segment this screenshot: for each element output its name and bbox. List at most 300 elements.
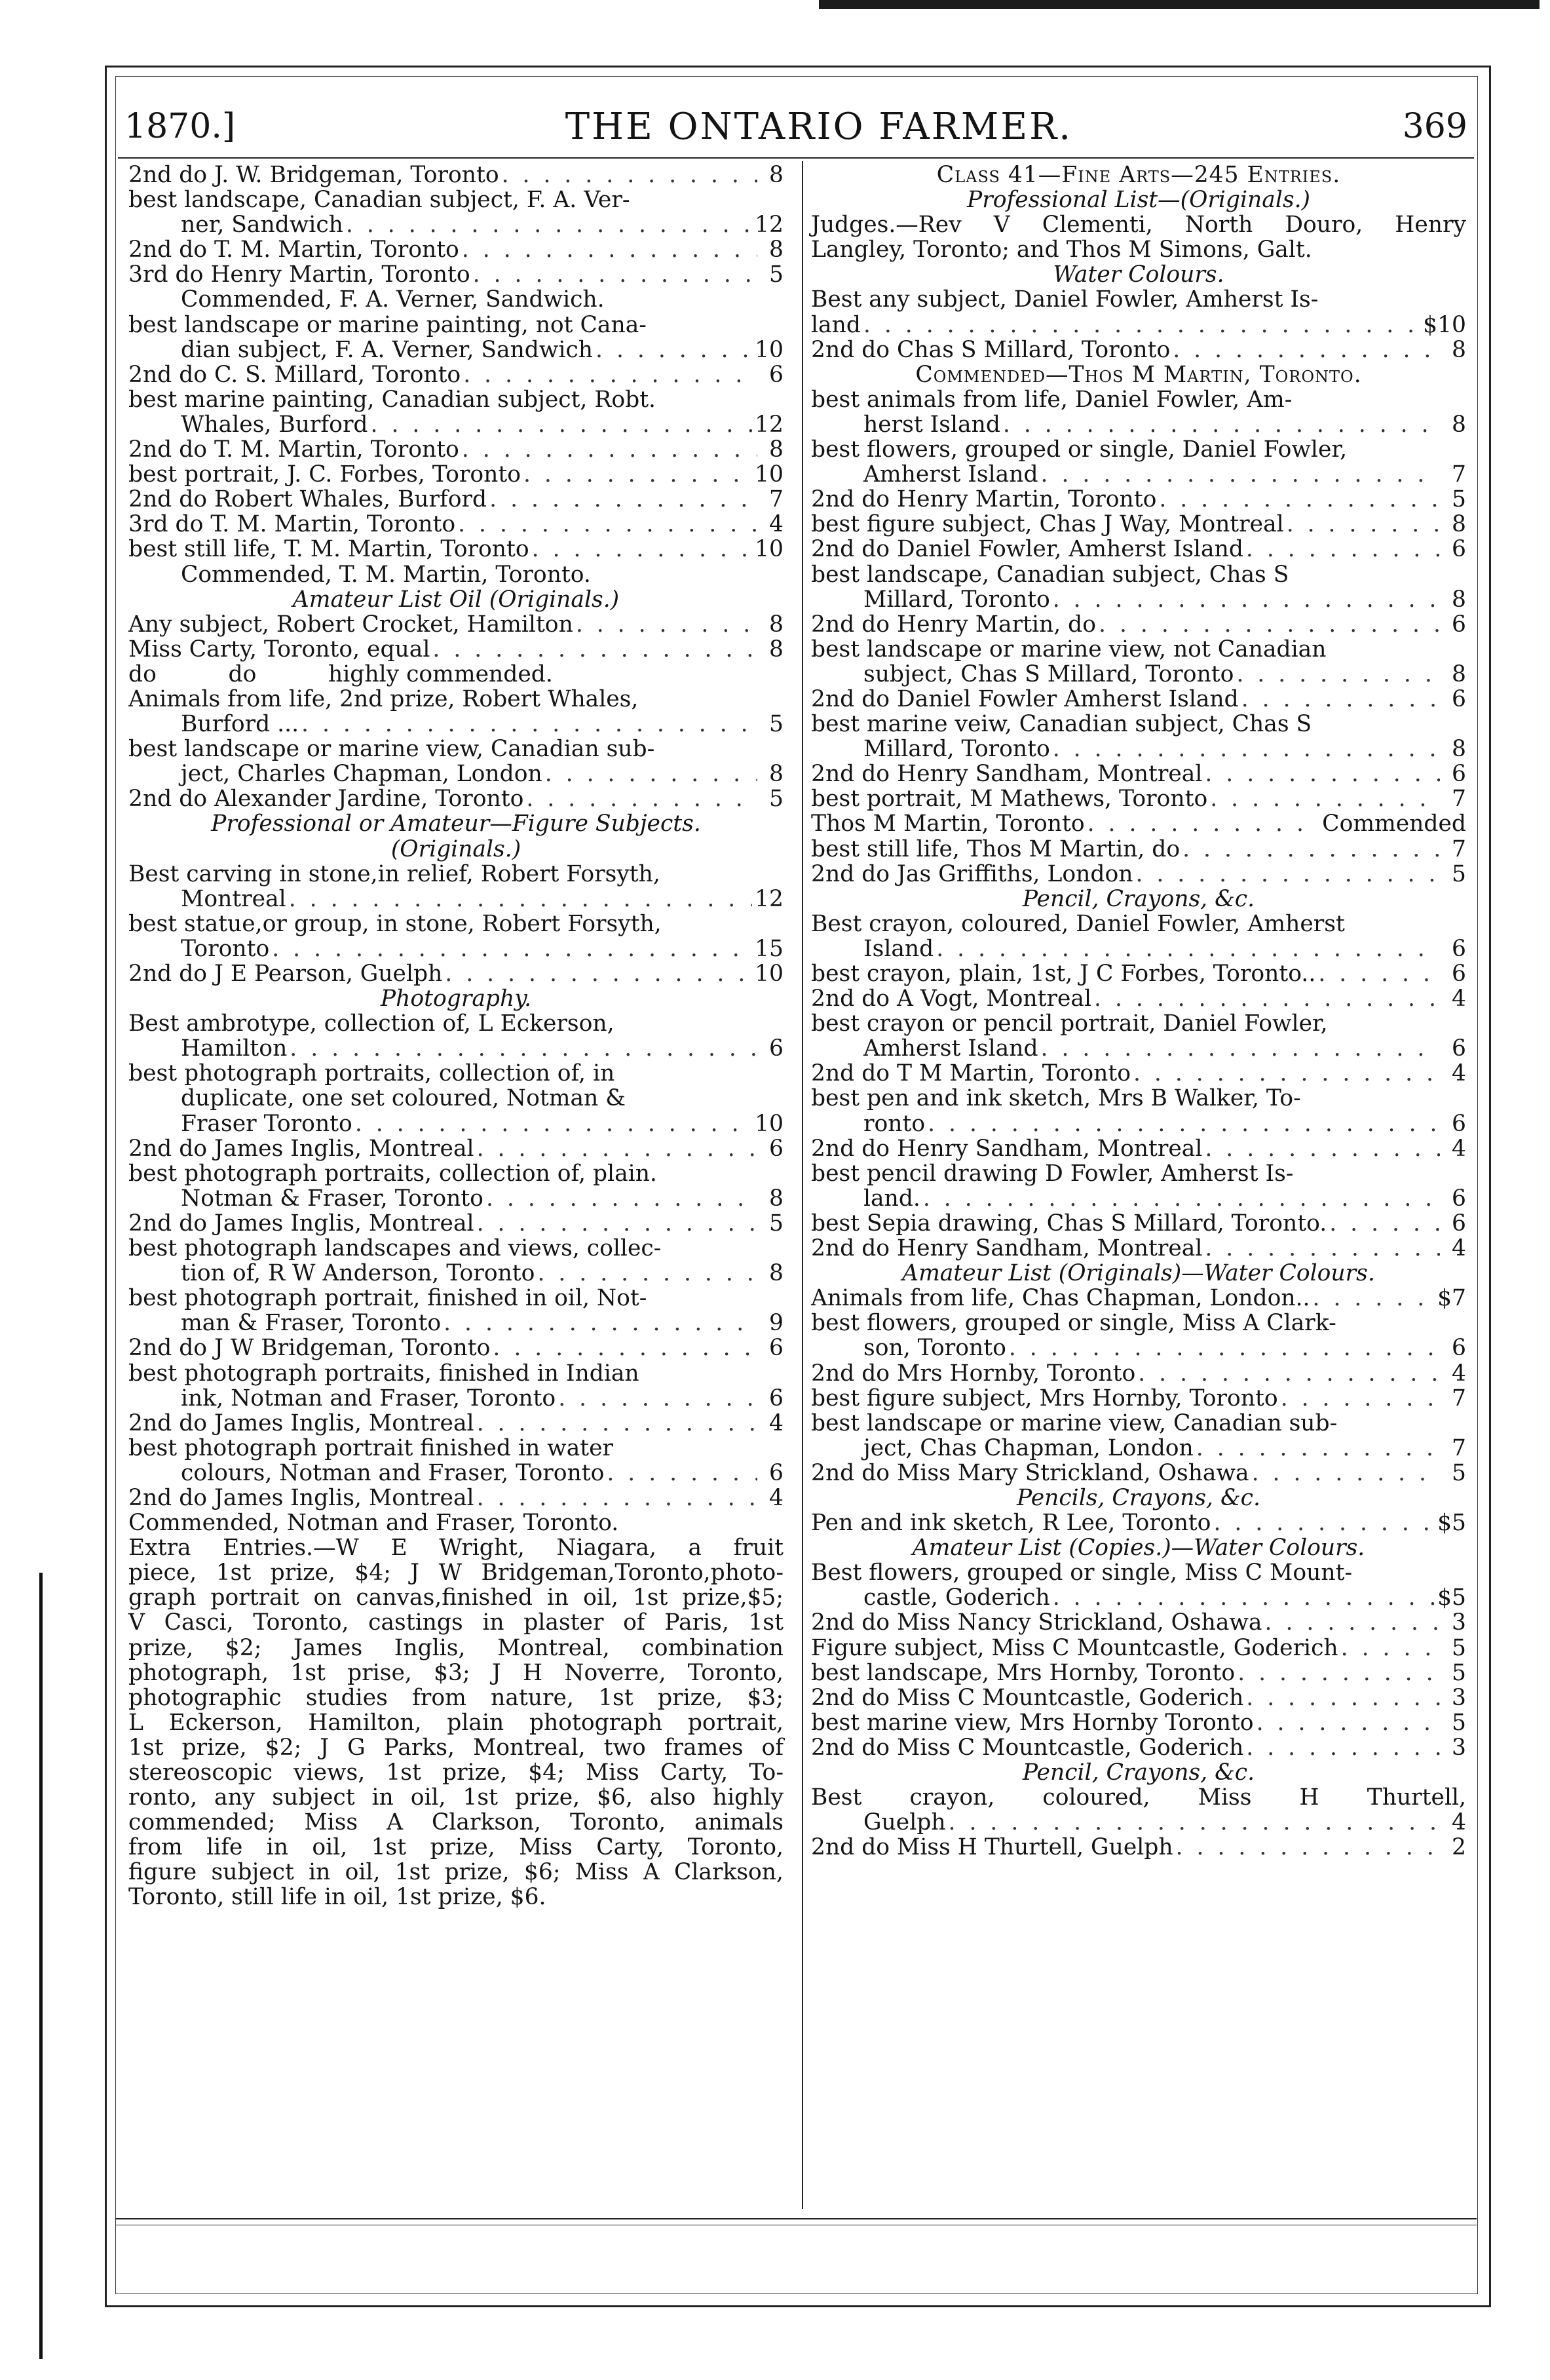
prize-entry [811,412,1466,437]
prize-amount: 6 [1452,611,1466,638]
line-text: best landscape, Canadian subject, F. A. Ver- [128,187,630,214]
prize-amount: 7 [1452,1385,1466,1411]
entry-text: best marine view, Mrs Hornby Toronto [811,1709,1254,1736]
entry-text: colours, Notman and Fraser, Toronto [181,1459,605,1486]
prize-amount: 6 [1452,1035,1466,1062]
line-text: best photograph portrait finished in water [128,1434,614,1461]
leader-dots [1173,337,1440,362]
leader-dots [289,887,752,912]
section-heading: Professional or Amateur—Figure Subjects. [211,811,701,837]
prize-amount: 12 [755,885,784,912]
prize-entry [811,1036,1466,1061]
header-date: 1870.] [124,107,236,146]
leader-dots [1053,587,1440,612]
text-line [128,1286,784,1311]
entry-text: Amherst Island [863,461,1038,488]
prize-entry [811,662,1466,687]
prize-entry [128,537,784,562]
entry-text: son, Toronto [863,1335,1006,1362]
leader-dots [537,1261,757,1286]
prize-entry [128,1411,784,1436]
leader-dots [301,712,757,737]
leader-dots [1041,1036,1440,1061]
header-rule [118,157,1474,159]
prize-entry [811,862,1466,887]
journal-title: THE ONTARIO FARMER. [565,105,1073,148]
entry-text: castle, Goderich [863,1584,1050,1611]
entry-text: 2nd do J W Bridgeman, Toronto [128,1335,491,1362]
leader-dots [1246,537,1440,562]
entry-text: Millard, Toronto [863,736,1050,763]
leader-dots [355,1111,752,1136]
leader-dots [1087,811,1320,836]
paragraph-text: stereoscopic views, 1st prize, $4; Miss Carty, To- [128,1759,784,1786]
text-line [128,287,784,312]
text-line [811,1411,1466,1436]
prize-amount: 5 [1452,1634,1466,1661]
leader-dots [558,1386,757,1411]
line-text: best landscape or marine view, Canadian sub- [811,1410,1338,1436]
prize-entry [811,1685,1466,1710]
entry-text: ject, Charles Chapman, London [181,761,542,788]
leader-dots [462,237,757,262]
prize-amount: 10 [755,536,784,563]
entry-text: Notman & Fraser, Toronto [181,1185,483,1212]
prize-amount: 2 [1452,1834,1466,1861]
prize-entry [128,412,784,437]
entry-text: tion of, R W Anderson, Toronto [181,1260,535,1287]
text-line [128,1236,784,1261]
line-text: best landscape or marine view, Canadian sub- [128,736,655,763]
prize-entry [128,487,784,512]
entry-text: land. [863,1185,920,1212]
text-line [811,287,1466,312]
prize-entry [811,587,1466,612]
prize-entry [128,512,784,537]
prize-entry [128,1386,784,1411]
prize-amount: 8 [1452,586,1466,613]
leader-dots [607,1461,757,1486]
entry-text: 2nd do James Inglis, Montreal [128,1210,474,1237]
text-line [811,437,1466,462]
entry-text: Miss Carty, Toronto, equal [128,636,430,662]
prize-amount: 8 [769,1260,784,1287]
line-text: Commended, T. M. Martin, Toronto. [181,561,591,588]
prize-amount: 7 [769,486,784,513]
prize-entry [128,237,784,262]
leader-dots [1133,1061,1440,1086]
leader-dots [1246,1685,1440,1710]
prize-entry [811,687,1466,712]
prize-entry [811,1510,1466,1535]
prize-amount: 6 [1452,761,1466,788]
prize-amount: 8 [1452,411,1466,438]
line-text: best photograph portraits, finished in Indian [128,1360,639,1387]
prize-entry [811,1436,1466,1461]
leader-dots [1099,612,1440,637]
prize-entry [811,487,1466,512]
prize-amount: 12 [755,411,784,438]
section-heading: Amateur List Oil (Originals.) [292,586,620,613]
prize-amount: 6 [1452,1185,1466,1212]
paragraph-line [128,1560,784,1585]
prize-entry [811,1386,1466,1411]
paragraph-text: Judges.—Rev V Clementi, North Douro, Henry [811,212,1466,239]
line-text: best pencil drawing D Fowler, Amherst Is- [811,1160,1294,1187]
leader-dots [1236,662,1440,687]
prize-entry [128,1111,784,1136]
entry-text: Fraser Toronto [181,1110,352,1137]
paragraph-text: prize, $2; James Inglis, Montreal, combination [128,1634,784,1661]
text-line [811,1560,1466,1585]
prize-entry [128,462,784,487]
prize-amount: 6 [1452,1335,1466,1362]
prize-entry [811,1735,1466,1760]
prize-amount: 4 [1452,1060,1466,1087]
leader-dots [1205,1136,1440,1161]
prize-entry [811,811,1466,836]
prize-amount: 6 [1452,961,1466,987]
prize-amount: 4 [1452,1135,1466,1162]
prize-entry [811,936,1466,961]
prize-amount: 8 [769,237,784,263]
prize-entry [128,936,784,961]
leader-dots [1196,1436,1440,1461]
prize-amount: 10 [755,336,784,363]
leader-dots [1281,1386,1440,1411]
prize-amount: Commended [1322,811,1466,837]
entry-text: Whales, Burford [181,411,368,438]
paragraph-line [128,1710,784,1735]
prize-amount: 8 [1452,736,1466,763]
line-text: duplicate, one set coloured, Notman & [181,1085,626,1112]
leader-dots [1159,487,1440,512]
prize-amount: 8 [1452,661,1466,687]
prize-entry [811,837,1466,862]
text-line [128,662,784,687]
text-line [811,637,1466,662]
prize-entry [811,986,1466,1011]
prize-amount: 5 [769,1210,784,1237]
line-text: Commended, F. A. Verner, Sandwich. [181,286,605,313]
entry-text: land [811,311,861,338]
entry-text: Montreal [181,885,286,912]
line-text: Toronto, still life in oil, 1st prize, $6. [128,1884,546,1911]
prize-entry [128,1136,784,1161]
text-line [128,912,784,936]
prize-amount: 7 [1452,786,1466,813]
text-line [128,1086,784,1111]
leader-dots [486,1186,757,1211]
line-text: best animals from life, Daniel Fowler, Am- [811,386,1293,413]
paragraph-text: photographic studies from nature, 1st prize, $3; [128,1684,784,1711]
paragraph-text: Extra Entries.—W E Wright, Niagara, a fruit [128,1535,784,1562]
leader-dots [371,412,753,437]
prize-amount: 4 [1452,1809,1466,1836]
paragraph-text: V Casci, Toronto, castings in plaster of Paris, 1st [128,1609,784,1636]
leader-dots [1252,1461,1440,1486]
prize-amount: 4 [1452,1235,1466,1262]
column-divider [802,161,803,2209]
prize-entry [811,1111,1466,1136]
prize-amount: 10 [755,1110,784,1137]
entry-text: 2nd do Mrs Hornby, Toronto [811,1360,1136,1387]
prize-amount: 6 [769,1459,784,1486]
prize-entry [128,212,784,237]
prize-amount: 6 [1452,935,1466,962]
prize-entry [811,1710,1466,1735]
entry-text: ink, Notman and Fraser, Toronto [181,1385,556,1411]
text-line [128,1161,784,1186]
entry-text: 2nd do Daniel Fowler, Amherst Island [811,536,1243,563]
leader-dots [290,1036,757,1061]
leader-dots [1003,412,1440,437]
section-heading: Amateur List (Originals)—Water Colours. [902,1260,1375,1287]
prize-amount: 9 [769,1310,784,1337]
entry-text: Pen and ink sketch, R Lee, Toronto [811,1510,1211,1537]
line-text: best pen and ink sketch, Mrs B Walker, To- [811,1085,1301,1112]
prize-amount: 5 [1452,1659,1466,1686]
entry-text: Amherst Island [863,1035,1038,1062]
footer-rule [115,2218,1477,2219]
prize-amount: 8 [769,761,784,788]
entry-text: herst Island [863,411,1000,438]
entry-text: 2nd do Henry Sandham, Montreal [811,761,1203,788]
prize-amount: $5 [1437,1510,1466,1537]
prize-amount: 8 [1452,336,1466,363]
leader-dots [1094,986,1440,1011]
prize-entry [128,1335,784,1360]
entry-text: 2nd do J. W. Bridgeman, Toronto [128,162,499,188]
leader-dots [1265,1610,1440,1635]
leader-dots [463,362,757,387]
leader-dots [272,936,752,961]
leader-dots [863,313,1420,337]
prize-entry [128,437,784,462]
paragraph-line [128,1835,784,1860]
entry-text: 2nd do James Inglis, Montreal [128,1135,474,1162]
text-line [811,712,1466,737]
leader-dots [1053,1585,1435,1610]
leader-dots [1053,737,1440,761]
line-text: Langley, Toronto; and Thos M Simons, Galt. [811,237,1312,263]
leader-dots [477,1211,757,1236]
entry-text: 2nd do T M Martin, Toronto [811,1060,1131,1087]
entry-text: Burford ... [181,711,299,738]
leader-dots [1041,462,1440,487]
paragraph-line [128,1785,784,1810]
prize-amount: $10 [1423,311,1466,338]
entry-text: 3rd do T. M. Martin, Toronto [128,511,456,538]
prize-entry [811,512,1466,537]
leader-dots [1213,1510,1435,1535]
section-heading: (Originals.) [390,835,521,862]
entry-text: 2nd do Robert Whales, Burford [128,486,487,513]
leader-dots [1241,687,1440,712]
prize-entry [128,712,784,737]
entry-text: 2nd do J E Pearson, Guelph [128,961,443,987]
paragraph-line [128,1735,784,1760]
leader-dots [595,337,752,362]
line-text: Best flowers, grouped or single, Miss C Mount- [811,1560,1353,1586]
text-line [811,912,1466,936]
text-line [128,1061,784,1086]
text-line [128,1361,784,1386]
prize-amount: 4 [769,511,784,538]
prize-entry [811,1636,1466,1660]
prize-entry [811,1461,1466,1486]
section-heading: Water Colours. [1053,261,1224,288]
prize-amount: 5 [769,261,784,288]
prize-entry [811,1236,1466,1261]
text-line [128,562,784,587]
paragraph-line [128,1636,784,1660]
prize-amount: 7 [1452,461,1466,488]
prize-entry [128,163,784,187]
section-heading: Pencils, Crayons, &c. [1017,1484,1260,1511]
text-line [128,862,784,887]
entry-text: 2nd do C. S. Millard, Toronto [128,361,461,388]
leader-dots [526,786,757,811]
prize-entry [128,1261,784,1286]
paragraph-line [811,212,1466,237]
prize-amount: 6 [1452,685,1466,712]
line-text: best landscape or marine view, not Canadian [811,636,1327,662]
prize-amount: 10 [755,961,784,987]
prize-amount: $5 [1437,1584,1466,1611]
prize-amount: 3 [1452,1734,1466,1761]
entry-text: best portrait, J. C. Forbes, Toronto [128,461,521,488]
prize-entry [811,1361,1466,1386]
prize-entry [128,961,784,986]
paragraph-text: piece, 1st prize, $4; J W Bridgeman,Toronto,photo- [128,1560,784,1586]
leader-dots [1205,1236,1440,1261]
prize-amount: 8 [769,1185,784,1212]
prize-entry [811,612,1466,637]
prize-entry [811,786,1466,811]
leader-dots [489,487,757,512]
entry-text: best still life, T. M. Martin, Toronto [128,536,529,563]
prize-amount: 8 [1452,511,1466,538]
entry-text: 2nd do Daniel Fowler Amherst Island [811,685,1239,712]
text-line [811,237,1466,262]
leader-dots [1329,1211,1440,1236]
entry-text: best still life, Thos M Martin, do [811,835,1181,862]
entry-text: 2nd do James Inglis, Montreal [128,1410,474,1436]
prize-entry [128,761,784,786]
entry-text: 2nd do A Vogt, Montreal [811,986,1092,1012]
prize-amount: 5 [1452,860,1466,887]
leader-dots [576,612,757,637]
leader-dots [477,1136,757,1161]
leader-dots [1009,1335,1440,1360]
entry-text: best Sepia drawing, Chas S Millard, Toronto. [811,1210,1327,1237]
leader-dots [1176,1835,1440,1860]
prize-amount: 6 [1452,536,1466,563]
prize-amount: 6 [1452,1110,1466,1137]
leader-dots [1205,761,1440,786]
prize-entry [128,612,784,637]
prize-entry [811,537,1466,562]
prize-entry [811,1211,1466,1236]
entry-text: Hamilton [181,1035,288,1062]
prize-entry [811,1286,1466,1311]
left-column [128,163,784,1910]
text-line [811,1311,1466,1335]
prize-entry [128,1311,784,1335]
prize-amount: 5 [769,786,784,813]
prize-amount: 12 [755,212,784,239]
page-number: 369 [1402,107,1467,146]
leader-dots [1246,1735,1440,1760]
prize-amount: 6 [769,1335,784,1362]
paragraph-line [128,1535,784,1560]
prize-amount: 5 [1452,486,1466,513]
entry-text: Toronto [181,935,270,962]
prize-entry [128,1036,784,1061]
text-line [811,1161,1466,1186]
section-heading: Amateur List (Copies.)—Water Colours. [912,1535,1365,1562]
entry-text: 3rd do Henry Martin, Toronto [128,261,470,288]
paragraph-line [128,1660,784,1685]
entry-text: ronto [863,1110,926,1137]
prize-entry [811,1061,1466,1086]
class-heading: Class 41—Fine Arts—245 Entries. [936,162,1341,188]
entry-text: Figure subject, Miss C Mountcastle, Goderich [811,1634,1338,1661]
class-heading: Commended—Thos M Martin, Toronto. [915,361,1362,388]
leader-dots [444,1311,757,1335]
scan-left-edge [39,1573,43,2359]
entry-text: man & Fraser, Toronto [181,1310,442,1337]
prize-entry [128,362,784,387]
line-text: Animals from life, 2nd prize, Robert Whales, [128,685,639,712]
entry-text: Guelph [863,1809,946,1836]
leader-dots [445,961,752,986]
leader-dots [432,637,757,662]
leader-dots [1257,1710,1440,1735]
prize-entry [128,887,784,912]
prize-amount: 6 [769,1135,784,1162]
entry-text: best figure subject, Mrs Hornby, Toronto [811,1385,1278,1411]
prize-amount: 7 [1452,835,1466,862]
prize-entry [811,1186,1466,1211]
prize-entry [811,1136,1466,1161]
prize-amount: 8 [769,436,784,463]
line-text: best marine painting, Canadian subject, Robt. [128,386,656,413]
entry-text: ner, Sandwich [181,212,343,239]
prize-entry [811,1810,1466,1835]
paragraph-line [128,1585,784,1610]
prize-entry [128,262,784,287]
prize-entry [128,1211,784,1236]
prize-amount: 8 [769,162,784,188]
prize-entry [128,337,784,362]
text-line [811,387,1466,412]
prize-amount: 10 [755,461,784,488]
paragraph-line [128,1685,784,1710]
entry-text: Animals from life, Chas Chapman, London.. [811,1285,1310,1312]
prize-amount: 4 [1452,1360,1466,1387]
text-line [128,1885,784,1910]
leader-dots [1138,1361,1440,1386]
line-text: best photograph portraits, collection of, plain. [128,1160,657,1187]
text-line [811,562,1466,587]
prize-entry [811,1835,1466,1860]
prize-entry [811,761,1466,786]
entry-text: 2nd do Henry Sandham, Montreal [811,1135,1203,1162]
prize-entry [128,1486,784,1510]
line-text: best landscape or marine painting, not Cana- [128,311,647,338]
